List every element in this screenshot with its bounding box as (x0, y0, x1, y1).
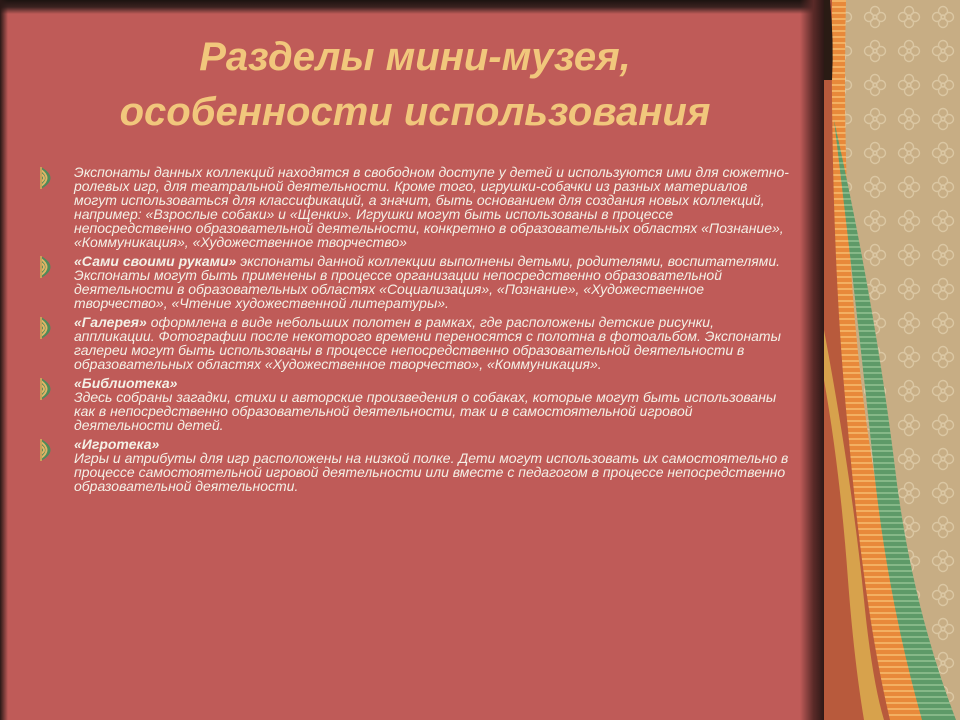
left-shadow (0, 0, 8, 720)
item-paragraph (74, 376, 790, 390)
item-text: экспонаты данной коллекции выполнены детьми, родителями, воспитателями. Экспонаты могут быть применены в процессе организации непосредственно образовательной деятельности в образовательных областях «Социализация», «Познание», «Художественное творчество», «Чтение художественной литературы». (74, 253, 781, 311)
item-text: Игры и атрибуты для игр расположены на низкой полке. Дети могут использовать их самостоятельно в процессе самостоятельной игровой деятельности или вместе с педагогом в процессе непосредственно образовательной деятельности. (74, 450, 789, 494)
item-paragraph (74, 315, 790, 371)
title-line-2: особенности использования (119, 90, 711, 134)
item-paragraph (74, 165, 790, 249)
item-text: Экспонаты данных коллекций находятся в свободном доступе у детей и используются ими для сюжетно-ролевых игр, для театральной деятельности. Кроме того, игрушки-собачки из разных материалов могут использоваться для классификаций, а значит, быть основанием для создания новых коллекций, например: «Взрослые собаки» и «Щенки». Игрушки могут быть использованы в процессе непосредственно образовательной деятельности, конкретно в образовательных областях «Познание», «Коммуникация», «Художественное творчество» (74, 164, 789, 250)
bullet-list (38, 165, 790, 498)
item-heading: «Библиотека» (74, 375, 178, 391)
item-text: Здесь собраны загадки, стихи и авторские произведения о собаках, которые могут быть использованы как в непосредственно образовательной деятельности, так и в самостоятельной игровой деятельности детей. (74, 389, 777, 433)
slide-title (20, 30, 810, 140)
item-paragraph (74, 254, 790, 310)
item-heading: «Галерея» (74, 314, 147, 330)
top-shadow (0, 0, 828, 14)
title-line-1: Разделы мини-музея, (199, 35, 631, 79)
striped-fan-bullet-icon (38, 316, 62, 340)
decorative-ribbon-border (824, 0, 960, 720)
list-item (38, 165, 790, 249)
item-paragraph (74, 451, 790, 493)
list-item (38, 254, 790, 310)
list-item (38, 315, 790, 371)
item-heading: «Игротека» (74, 436, 160, 452)
item-paragraph (74, 390, 790, 432)
striped-fan-bullet-icon (38, 377, 62, 401)
item-paragraph (74, 437, 790, 451)
list-item (38, 437, 790, 493)
striped-fan-bullet-icon (38, 438, 62, 462)
item-text: оформлена в виде небольших полотен в рамках, где расположены детские рисунки, аппликации. Фотографии после некоторого времени переносятся с полотна в фотоальбом. Экспонаты галереи могут быть использованы в процессе непосредственно образовательной деятельности в образовательных областях «Художественное творчество», «Коммуникация». (74, 314, 781, 372)
list-item (38, 376, 790, 432)
item-heading: «Сами своими руками» (74, 253, 237, 269)
striped-fan-bullet-icon (38, 255, 62, 279)
striped-fan-bullet-icon (38, 166, 62, 190)
